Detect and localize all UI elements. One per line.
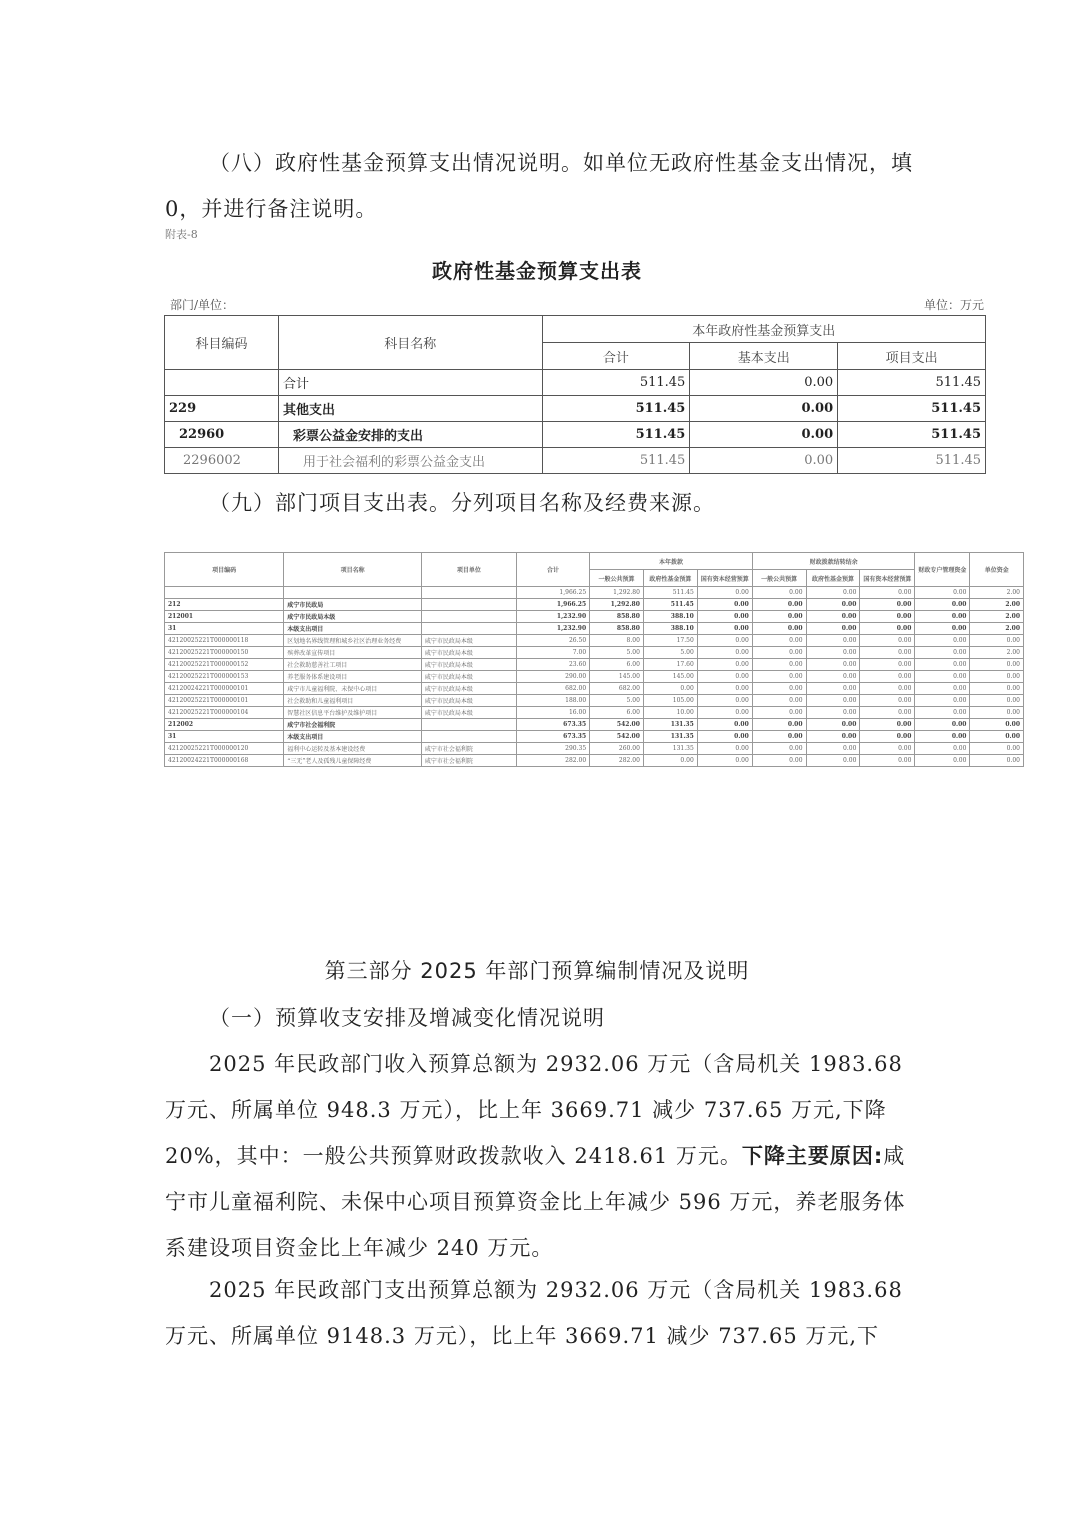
cell-unit [421, 587, 516, 599]
cell-value: 0.00 [806, 743, 860, 755]
cell-unit: 咸宁市民政局本级 [421, 659, 516, 671]
table-row [165, 370, 986, 396]
cell-value: 0.00 [752, 731, 806, 743]
cell-code: 22960 [165, 422, 279, 448]
section8-text: （八）政府性基金预算支出情况说明。如单位无政府性基金支出情况，填 0，并进行备注说明。 [165, 151, 913, 221]
header-code: 科目编码 [165, 316, 279, 370]
cell-value: 0.00 [860, 599, 915, 611]
cell-value: 0.00 [752, 707, 806, 719]
table-row [165, 695, 1024, 707]
cell-value: 282.00 [590, 755, 644, 767]
cell-value: 0.00 [697, 755, 752, 767]
cell-code: 42120025221T000000104 [165, 707, 284, 719]
cell-unit: 咸宁市民政局本级 [421, 695, 516, 707]
cell-value: 0.00 [860, 611, 915, 623]
cell-value: 0.00 [697, 659, 752, 671]
t2-header-group1: 本年拨款 [590, 553, 753, 570]
cell-value: 0.00 [806, 611, 860, 623]
project-expenditure-table [164, 552, 1024, 767]
cell-code: 212001 [165, 611, 284, 623]
table-row [165, 671, 1024, 683]
table-row [165, 396, 986, 422]
cell-unit: 咸宁市社会福利院 [421, 755, 516, 767]
cell-value: 388.10 [643, 611, 697, 623]
cell-value: 131.35 [643, 743, 697, 755]
cell-value: 1,292.80 [590, 599, 644, 611]
cell-value: 0.00 [915, 707, 970, 719]
cell-code: 212 [165, 599, 284, 611]
table-row [165, 707, 1024, 719]
cell-value: 0.00 [806, 647, 860, 659]
cell-value: 858.80 [590, 623, 644, 635]
cell-value: 0.00 [752, 755, 806, 767]
cell-value: 17.60 [643, 659, 697, 671]
cell-basic: 0.00 [690, 370, 838, 396]
cell-value: 0.00 [697, 671, 752, 683]
table-row [165, 647, 1024, 659]
cell-value: 542.00 [590, 719, 644, 731]
cell-value: 0.00 [643, 755, 697, 767]
cell-value: 2.00 [970, 623, 1024, 635]
cell-value: 0.00 [806, 707, 860, 719]
header-project: 项目支出 [838, 343, 986, 370]
cell-value: 0.00 [860, 671, 915, 683]
cell-value: 5.00 [590, 695, 644, 707]
table-row [165, 635, 1024, 647]
cell-value: 0.00 [806, 695, 860, 707]
cell-name: 福利中心运转及基本建设经费 [284, 743, 422, 755]
cell-basic: 0.00 [690, 422, 838, 448]
cell-name: 其他支出 [278, 396, 542, 422]
t2-header-own: 单位资金 [970, 553, 1024, 587]
cell-value: 0.00 [860, 587, 915, 599]
table-row [165, 599, 1024, 611]
t2-header-group2: 财政拨款结转结余 [752, 553, 915, 570]
cell-name [284, 587, 422, 599]
cell-total: 511.45 [542, 422, 690, 448]
cell-value: 0.00 [806, 755, 860, 767]
t2-header-special: 财政专户管理资金 [915, 553, 970, 587]
header-group: 本年政府性基金预算支出 [542, 316, 985, 343]
cell-value: 1,232.90 [516, 611, 589, 623]
cell-value: 0.00 [915, 623, 970, 635]
cell-name: 合计 [278, 370, 542, 396]
cell-name: 彩票公益金安排的支出 [278, 422, 542, 448]
cell-value: 0.00 [860, 755, 915, 767]
cell-code [165, 370, 279, 396]
cell-value: 6.00 [590, 659, 644, 671]
cell-name: 本级支出项目 [284, 623, 422, 635]
cell-value: 0.00 [860, 695, 915, 707]
cell-value: 131.35 [643, 719, 697, 731]
cell-value: 0.00 [697, 635, 752, 647]
cell-unit: 咸宁市民政局本级 [421, 647, 516, 659]
cell-code: 31 [165, 731, 284, 743]
cell-value: 0.00 [752, 611, 806, 623]
cell-unit: 咸宁市民政局本级 [421, 683, 516, 695]
cell-value: 0.00 [806, 635, 860, 647]
fund-budget-table [164, 315, 986, 474]
cell-value: 1,292.80 [590, 587, 644, 599]
unit-label: 单位：万元 [923, 298, 984, 312]
cell-value: 0.00 [860, 623, 915, 635]
cell-unit: 咸宁市民政局本级 [421, 671, 516, 683]
cell-value: 673.35 [516, 731, 589, 743]
header-name: 科目名称 [278, 316, 542, 370]
cell-value: 145.00 [590, 671, 644, 683]
cell-value: 511.45 [643, 587, 697, 599]
cell-total: 511.45 [542, 448, 690, 474]
cell-code: 42120025221T000000120 [165, 743, 284, 755]
cell-value: 6.00 [590, 707, 644, 719]
cell-unit: 咸宁市民政局本级 [421, 707, 516, 719]
table-row [165, 743, 1024, 755]
cell-value: 388.10 [643, 623, 697, 635]
cell-name: 殡葬改革宣传项目 [284, 647, 422, 659]
cell-value: 188.00 [516, 695, 589, 707]
cell-value: 10.00 [643, 707, 697, 719]
cell-value: 682.00 [516, 683, 589, 695]
table-row [165, 587, 1024, 599]
cell-unit [421, 623, 516, 635]
income-paragraph [165, 1041, 915, 1271]
cell-value: 0.00 [752, 599, 806, 611]
cell-value: 682.00 [590, 683, 644, 695]
cell-code: 42120024221T000000101 [165, 683, 284, 695]
cell-value: 542.00 [590, 731, 644, 743]
table-row [165, 611, 1024, 623]
cell-value: 0.00 [806, 599, 860, 611]
part3-subtitle: （一）预算收支安排及增减变化情况说明 [209, 1006, 605, 1030]
cell-value: 0.00 [970, 755, 1024, 767]
cell-project: 511.45 [838, 422, 986, 448]
cell-value: 0.00 [643, 683, 697, 695]
cell-value: 0.00 [970, 743, 1024, 755]
cell-value: 0.00 [697, 587, 752, 599]
cell-value: 0.00 [697, 647, 752, 659]
cell-code: 229 [165, 396, 279, 422]
cell-value: 0.00 [915, 743, 970, 755]
cell-value: 0.00 [697, 695, 752, 707]
income-text: 2025 年民政部门收入预算总额为 2932.06 万元（含局机关 1983.68 万元、所属单位 948.3 万元），比上年 3669.71 减少 737.65 万元,下降 20%，其中：一般公共预算财政拨款收入 2418.61 万元。 [165, 1052, 903, 1168]
cell-value: 0.00 [915, 683, 970, 695]
header-total: 合计 [542, 343, 690, 370]
t2-header-name: 项目名称 [284, 553, 422, 587]
cell-value: 0.00 [752, 671, 806, 683]
cell-code: 42120025221T000000101 [165, 695, 284, 707]
cell-code: 42120025221T000000152 [165, 659, 284, 671]
cell-value: 0.00 [752, 683, 806, 695]
cell-value: 7.00 [516, 647, 589, 659]
cell-name: 本级支出项目 [284, 731, 422, 743]
table1-title: 政府性基金预算支出表 [432, 259, 642, 283]
cell-unit [421, 599, 516, 611]
cell-unit: 咸宁市民政局本级 [421, 635, 516, 647]
cell-value: 0.00 [860, 707, 915, 719]
cell-code: 42120025221T000000150 [165, 647, 284, 659]
cell-value: 0.00 [697, 743, 752, 755]
table-row [165, 731, 1024, 743]
cell-value: 0.00 [915, 599, 970, 611]
t2-header-unit: 项目单位 [421, 553, 516, 587]
cell-name: 咸宁市社会福利院 [284, 719, 422, 731]
cell-value: 0.00 [697, 623, 752, 635]
cell-value: 1,966.25 [516, 599, 589, 611]
cell-project: 511.45 [838, 370, 986, 396]
cell-value: 0.00 [915, 611, 970, 623]
cell-code: 42120024221T000000168 [165, 755, 284, 767]
cell-value: 0.00 [752, 743, 806, 755]
table-row [165, 719, 1024, 731]
cell-unit [421, 611, 516, 623]
cell-name: 社会救助和儿童福利项目 [284, 695, 422, 707]
cell-value: 0.00 [970, 719, 1024, 731]
cell-value: 0.00 [752, 587, 806, 599]
expense-paragraph: 2025 年民政部门支出预算总额为 2932.06 万元（含局机关 1983.68 万元、所属单位 9148.3 万元），比上年 3669.71 减少 737.65 万元,下 [165, 1278, 903, 1348]
table-row [165, 448, 986, 474]
cell-project: 511.45 [838, 396, 986, 422]
cell-name: 咸宁市民政局本级 [284, 611, 422, 623]
t2-header-g1a: 一般公共预算 [590, 570, 644, 587]
cell-value: 0.00 [860, 635, 915, 647]
table-row [165, 422, 986, 448]
cell-value: 0.00 [970, 683, 1024, 695]
cell-name: 区划地名界线管理和城乡社区治理业务经费 [284, 635, 422, 647]
cell-value: 0.00 [752, 719, 806, 731]
cell-basic: 0.00 [690, 396, 838, 422]
cell-code [165, 587, 284, 599]
cell-value: 0.00 [752, 623, 806, 635]
cell-value: 5.00 [590, 647, 644, 659]
cell-unit [421, 731, 516, 743]
t2-header-g1c: 国有资本经营预算 [697, 570, 752, 587]
cell-value: 0.00 [860, 659, 915, 671]
cell-value: 17.50 [643, 635, 697, 647]
cell-value: 8.00 [590, 635, 644, 647]
cell-name: 社会救助慈善社工项目 [284, 659, 422, 671]
cell-total: 511.45 [542, 370, 690, 396]
cell-value: 1,232.90 [516, 623, 589, 635]
cell-value: 0.00 [806, 719, 860, 731]
t2-header-code: 项目编码 [165, 553, 284, 587]
cell-value: 0.00 [860, 683, 915, 695]
cell-value: 2.00 [970, 611, 1024, 623]
cell-value: 0.00 [806, 731, 860, 743]
cell-value: 0.00 [915, 695, 970, 707]
cell-value: 511.45 [643, 599, 697, 611]
cell-value: 0.00 [752, 659, 806, 671]
cell-name: 用于社会福利的彩票公益金支出 [278, 448, 542, 474]
table-row [165, 623, 1024, 635]
table-row [165, 659, 1024, 671]
cell-value: 0.00 [915, 587, 970, 599]
cell-value: 260.00 [590, 743, 644, 755]
cell-value: 16.00 [516, 707, 589, 719]
cell-name: “三无”老人及孤残儿童保障经费 [284, 755, 422, 767]
cell-value: 0.00 [915, 671, 970, 683]
cell-value: 858.80 [590, 611, 644, 623]
reason-label: 下降主要原因: [741, 1144, 884, 1168]
table-row [165, 683, 1024, 695]
cell-code: 42120025221T000000153 [165, 671, 284, 683]
cell-name: 智慧社区信息平台维护及维护项目 [284, 707, 422, 719]
cell-code: 42120025221T000000118 [165, 635, 284, 647]
cell-code: 212002 [165, 719, 284, 731]
cell-value: 0.00 [970, 695, 1024, 707]
t2-header-total: 合计 [516, 553, 589, 587]
cell-value: 105.00 [643, 695, 697, 707]
cell-value: 0.00 [970, 707, 1024, 719]
cell-name: 养老服务体系建设项目 [284, 671, 422, 683]
cell-value: 5.00 [643, 647, 697, 659]
cell-value: 0.00 [806, 671, 860, 683]
table-row [165, 755, 1024, 767]
cell-unit: 咸宁市社会福利院 [421, 743, 516, 755]
cell-value: 0.00 [915, 755, 970, 767]
cell-value: 0.00 [697, 731, 752, 743]
cell-value: 0.00 [860, 647, 915, 659]
cell-value: 0.00 [806, 683, 860, 695]
cell-value: 0.00 [697, 719, 752, 731]
cell-value: 2.00 [970, 587, 1024, 599]
cell-value: 0.00 [915, 731, 970, 743]
t2-header-g1b: 政府性基金预算 [643, 570, 697, 587]
cell-value: 0.00 [860, 743, 915, 755]
cell-value: 0.00 [915, 647, 970, 659]
cell-code: 2296002 [165, 448, 279, 474]
cell-value: 0.00 [970, 731, 1024, 743]
cell-code: 31 [165, 623, 284, 635]
t2-header-g2b: 政府性基金预算 [806, 570, 860, 587]
cell-value: 0.00 [915, 659, 970, 671]
cell-value: 0.00 [970, 635, 1024, 647]
cell-basic: 0.00 [690, 448, 838, 474]
cell-value: 0.00 [806, 623, 860, 635]
cell-value: 23.60 [516, 659, 589, 671]
cell-value: 131.35 [643, 731, 697, 743]
t2-header-g2a: 一般公共预算 [752, 570, 806, 587]
cell-value: 0.00 [697, 683, 752, 695]
cell-total: 511.45 [542, 396, 690, 422]
cell-value: 0.00 [970, 671, 1024, 683]
cell-value: 26.50 [516, 635, 589, 647]
reason-text: 咸宁市儿童福利院、未保中心项目预算资金比上年减少 596 万元，养老服务体系建设项目资金比上年减少 240 万元。 [165, 1144, 906, 1260]
cell-name: 咸宁市儿童福利院、未保中心项目 [284, 683, 422, 695]
cell-value: 0.00 [860, 731, 915, 743]
cell-value: 0.00 [915, 719, 970, 731]
cell-value: 0.00 [697, 707, 752, 719]
dept-label: 部门/单位： [170, 298, 235, 312]
cell-value: 0.00 [697, 611, 752, 623]
part3-title: 第三部分 2025 年部门预算编制情况及说明 [324, 959, 750, 983]
cell-value: 0.00 [806, 659, 860, 671]
header-basic: 基本支出 [690, 343, 838, 370]
cell-value: 0.00 [860, 719, 915, 731]
cell-name: 咸宁市民政局 [284, 599, 422, 611]
cell-value: 0.00 [915, 635, 970, 647]
cell-value: 282.00 [516, 755, 589, 767]
cell-value: 2.00 [970, 599, 1024, 611]
cell-value: 0.00 [752, 635, 806, 647]
cell-value: 673.35 [516, 719, 589, 731]
section9-text: （九）部门项目支出表。分列项目名称及经费来源。 [209, 491, 715, 515]
cell-value: 0.00 [970, 659, 1024, 671]
cell-value: 1,966.25 [516, 587, 589, 599]
cell-unit [421, 719, 516, 731]
cell-value: 145.00 [643, 671, 697, 683]
cell-value: 2.00 [970, 647, 1024, 659]
appendix-note: 附表-8 [165, 228, 198, 241]
cell-value: 0.00 [752, 647, 806, 659]
cell-project: 511.45 [838, 448, 986, 474]
cell-value: 0.00 [752, 695, 806, 707]
t2-header-g2c: 国有资本经营预算 [860, 570, 915, 587]
cell-value: 0.00 [697, 599, 752, 611]
cell-value: 290.00 [516, 671, 589, 683]
cell-value: 290.35 [516, 743, 589, 755]
cell-value: 0.00 [806, 587, 860, 599]
